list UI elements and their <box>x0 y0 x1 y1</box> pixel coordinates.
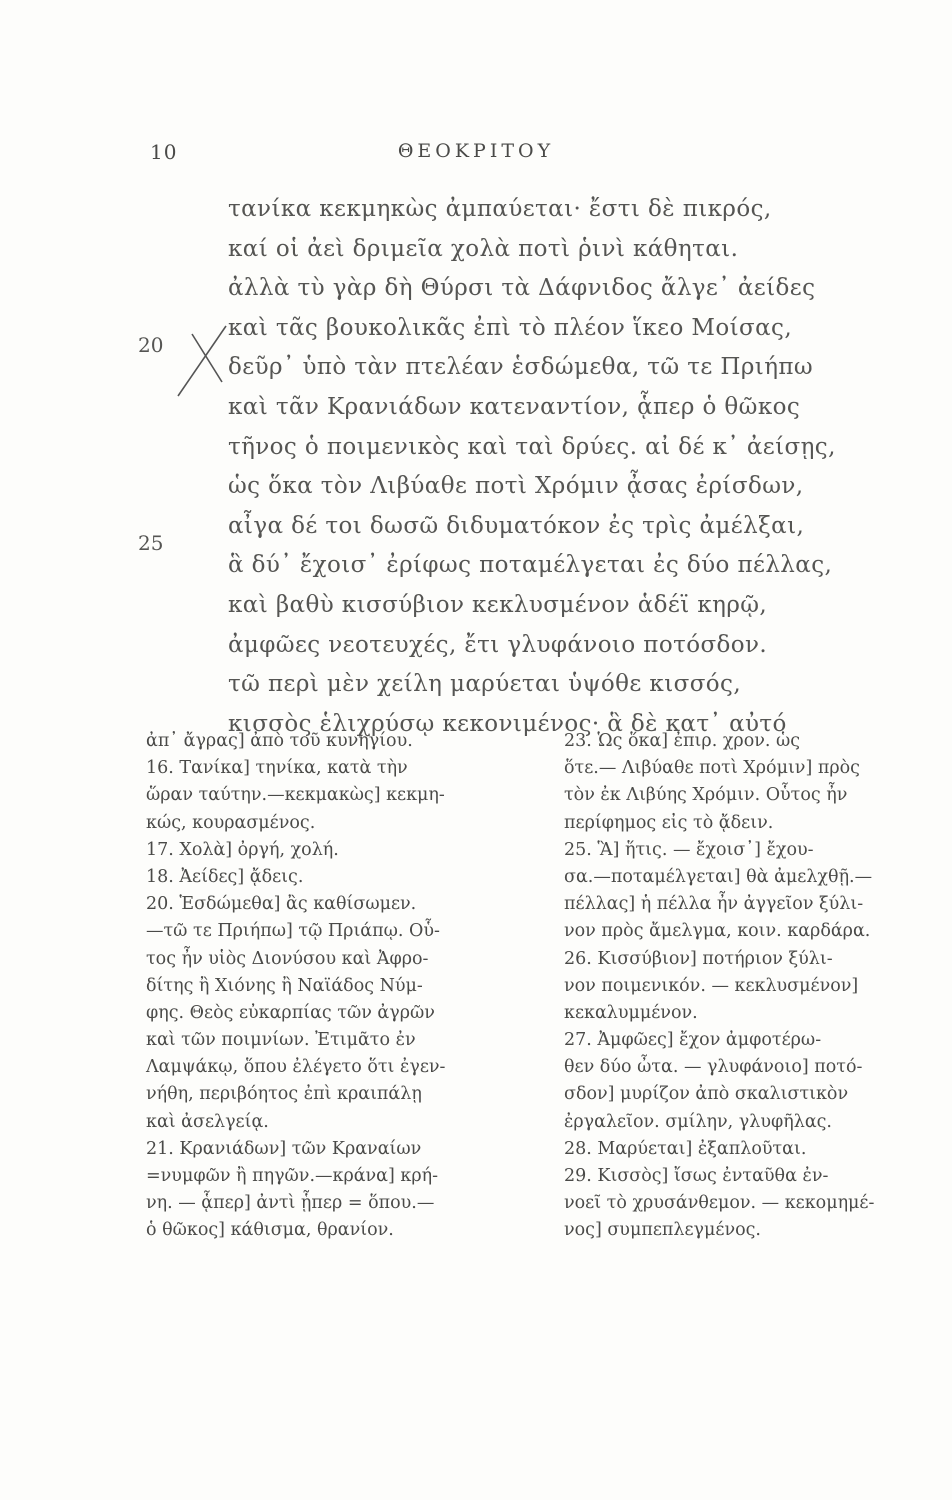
poem-line: καὶ τᾶν Κρανιάδων κατεναντίον, ᾇπερ ὁ θῶκος <box>228 393 801 420</box>
poem-line: αἶγα δέ τοι δωσῶ διδυματόκον ἐς τρὶς ἀμέλξαι, <box>228 512 805 539</box>
note-line: καὶ τῶν ποιμνίων. Ἐτιμᾶτο ἐν <box>146 1030 416 1051</box>
note-line: Λαμψάκῳ, ὅπου ἐλέγετο ὅτι ἐγεν- <box>146 1057 446 1078</box>
line-number-20: 20 <box>138 333 164 357</box>
note-line: 17. Χολὰ] ὀργή, χολή. <box>146 839 339 860</box>
running-title: ΘΕΟΚΡΙΤΟΥ <box>397 140 555 162</box>
note-line: κώς, κουρασμένος. <box>146 812 316 833</box>
note-line: ὁ θῶκος] κάθισμα, θρανίον. <box>146 1220 394 1241</box>
note-line: νοεῖ τὸ χρυσάνθεμον. — κεκομημέ- <box>564 1193 875 1214</box>
note-line: νη. — ᾇπερ] ἀντὶ ᾗπερ = ὅπου.— <box>146 1193 435 1214</box>
poem-line: τῆνος ὁ ποιμενικὸς καὶ ταὶ δρύες. αἰ δέ κ᾽ ἀείσῃς, <box>228 433 836 460</box>
poem-line: καὶ βαθὺ κισσύβιον κεκλυσμένον ἁδέϊ κηρῷ, <box>228 591 768 618</box>
note-line: 21. Κρανιάδων] τῶν Κραναίων <box>146 1138 422 1159</box>
poem-line: δεῦρ᾽ ὑπὸ τὰν πτελέαν ἑσδώμεθα, τῶ τε Πριήπω <box>228 354 814 381</box>
note-line: κεκαλυμμένον. <box>564 1002 698 1023</box>
note-line: 20. Ἑσδώμεθα] ἂς καθίσωμεν. <box>146 894 417 915</box>
note-line: τὸν ἐκ Λιβύης Χρόμιν. Οὗτος ἦν <box>564 785 848 806</box>
note-line: 16. Τανίκα] τηνίκα, κατὰ τὴν <box>146 758 408 779</box>
poem-line: τῶ περὶ μὲν χείλη μαρύεται ὑψόθε κισσός, <box>228 671 742 698</box>
note-line: 23. Ὡς ὅκα] ἐπιρ. χρον. ὡς <box>564 731 801 751</box>
note-line: ὥραν ταύτην.—κεκμακὼς] κεκμη- <box>146 785 445 806</box>
handwritten-cross-mark <box>172 320 232 398</box>
note-line: 26. Κισσύβιον] ποτήριον ξύλι- <box>564 948 833 969</box>
poem-line: ἀλλὰ τὺ γὰρ δὴ Θύρσι τὰ Δάφνιδος ἄλγε᾽ ἀείδες <box>228 275 816 302</box>
page-header <box>0 140 952 170</box>
note-line: 29. Κισσὸς] ἴσως ἐνταῦθα ἐν- <box>564 1166 829 1186</box>
note-line: 25. Ἃ] ἥτις. — ἔχοισ᾽] ἔχου- <box>564 839 814 860</box>
note-line: 28. Μαρύεται] ἐξαπλοῦται. <box>564 1138 807 1159</box>
note-line: ὅτε.— Λιβύαθε ποτὶ Χρόμιν] πρὸς <box>564 758 860 779</box>
note-line: σδον] μυρίζον ἀπὸ σκαλιστικὸν <box>564 1084 849 1105</box>
poem-line: καὶ τᾶς βουκολικᾶς ἐπὶ τὸ πλέον ἵκεο Μοίσας, <box>228 314 793 341</box>
note-line: νον ποιμενικόν. — κεκλυσμένον] <box>564 975 859 996</box>
poem-line: καί οἱ ἀεὶ δριμεῖα χολὰ ποτὶ ῥινὶ κάθηται. <box>228 235 739 262</box>
note-line: νον πρὸς ἄμελγμα, κοιν. καρδάρα. <box>564 921 871 942</box>
poem-line: ἀμφῶες νεοτευχές, ἔτι γλυφάνοιο ποτόσδον. <box>228 631 768 658</box>
poem-line: τανίκα κεκμηκὼς ἀμπαύεται· ἔστι δὲ πικρός, <box>228 196 772 222</box>
note-line: θεν δύο ὦτα. — γλυφάνοιο] ποτό- <box>564 1057 863 1078</box>
poem-line: κισσὸς ἑλιχρύσῳ κεκονιμένος· ἃ δὲ κατ᾽ αὐτό <box>228 710 787 737</box>
note-line: καὶ ἀσελγείᾳ. <box>146 1111 269 1132</box>
note-line: πέλλας] ἡ πέλλα ἦν ἀγγεῖον ξύλι- <box>564 894 864 915</box>
note-line: δίτης ἢ Χιόνης ἢ Ναϊάδος Νύμ- <box>146 975 423 996</box>
note-line: 27. Ἀμφῶες] ἔχον ἀμφοτέρω- <box>564 1030 822 1051</box>
poem-line: ἃ δύ᾽ ἔχοισ᾽ ἐρίφως ποταμέλγεται ἐς δύο πέλλας, <box>228 552 833 579</box>
note-line: —τῶ τε Πριήπω] τῷ Πριάπῳ. Οὗ- <box>146 921 440 942</box>
note-line: 18. Ἀείδες] ᾄδεις. <box>146 866 304 887</box>
note-line: ἐργαλεῖον. σμίλην, γλυφῆλας. <box>564 1111 832 1132</box>
note-line: νος] συμπεπλεγμένος. <box>564 1220 761 1241</box>
note-line: περίφημος εἰς τὸ ᾄδειν. <box>564 812 774 833</box>
note-line: σα.—ποταμέλγεται] θὰ ἀμελχθῇ.— <box>564 866 873 887</box>
note-line: ἀπ᾽ ἄγρας] ἀπὸ τοῦ κυνηγίου. <box>146 731 413 751</box>
note-line: =νυμφῶν ἢ πηγῶν.—κράνα] κρή- <box>146 1166 439 1186</box>
footnotes-right-column <box>564 728 912 1245</box>
poem-line: ὡς ὅκα τὸν Λιβύαθε ποτὶ Χρόμιν ᾆσας ἐρίσδων, <box>228 473 804 500</box>
note-line: τος ἦν υἱὸς Διονύσου καὶ Ἀφρο- <box>146 948 429 969</box>
footnotes-left-column <box>146 728 496 1245</box>
note-line: νήθη, περιβόητος ἐπὶ κραιπάλῃ <box>146 1084 422 1105</box>
page-number: 10 <box>150 140 178 164</box>
line-number-25: 25 <box>138 531 164 555</box>
poem-text <box>228 190 836 744</box>
note-line: φης. Θεὸς εὐκαρπίας τῶν ἀγρῶν <box>146 1002 435 1023</box>
